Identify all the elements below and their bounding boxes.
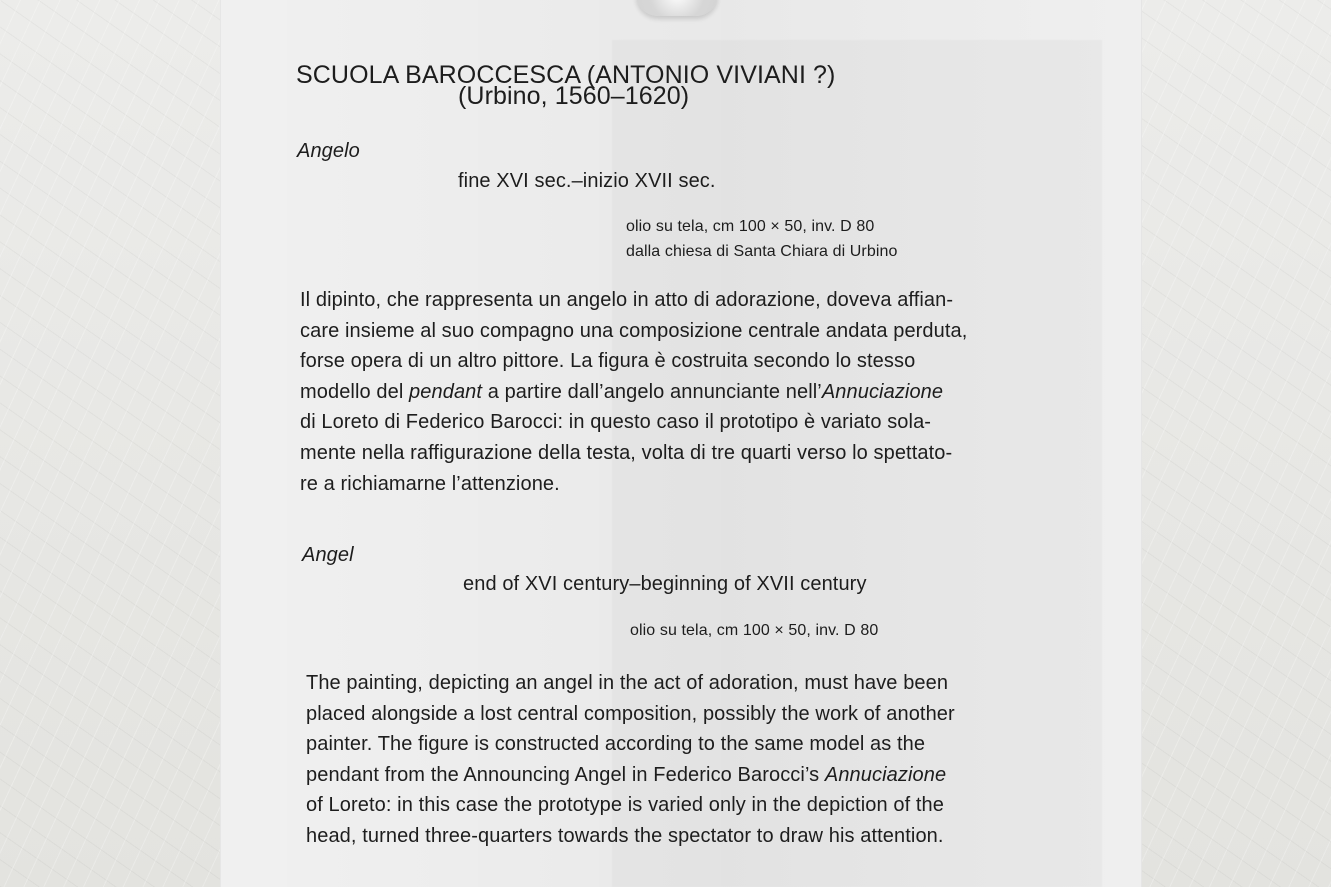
english-annuciazione-italic-text: Annuciazione: [824, 763, 947, 786]
english-description-line-6: head, turned three-quarters towards the spectator to draw his attention.: [306, 824, 944, 847]
english-description: [306, 668, 955, 852]
wall-mount-pin: [636, 0, 718, 16]
italian-description-line-6: mente nella raffigurazione della testa, volta di tre quarti verso lo spettato-: [300, 441, 953, 464]
italian-description-line-4-middle: a partire dall’angelo annunciante nell’: [482, 380, 822, 403]
english-medium: olio su tela, cm 100 × 50, inv. D 80: [630, 622, 879, 639]
italian-description-line-4: [300, 377, 967, 408]
english-description-line-1: The painting, depicting an angel in the act of adoration, must have been: [306, 672, 949, 694]
english-title: Angel: [302, 544, 354, 566]
italian-date: fine XVI sec.–inizio XVII sec.: [458, 170, 716, 192]
italian-description: [300, 285, 967, 499]
english-description-line-4: [306, 760, 955, 791]
english-date: end of XVI century–beginning of XVII century: [463, 573, 867, 595]
italian-description-line-7: re a richiamarne l’attenzione.: [300, 472, 560, 495]
italian-description-line-5: di Loreto di Federico Barocci: in questo caso il prototipo è variato sola-: [300, 411, 932, 434]
italian-description-line-1: Il dipinto, che rappresenta un angelo in atto di adorazione, doveva affian-: [300, 289, 954, 311]
artist-heading: SCUOLA BAROCCESCA (ANTONIO VIVIANI ?): [296, 60, 836, 89]
italian-medium: olio su tela, cm 100 × 50, inv. D 80: [626, 218, 875, 235]
english-description-line-4-start: pendant from the Announcing Angel in Federico Barocci’s: [306, 763, 825, 786]
italian-description-line-4-start: modello del: [300, 380, 410, 403]
pendant-italic-text: pendant: [409, 380, 483, 403]
english-description-line-2: placed alongside a lost central composition, possibly the work of another: [306, 702, 955, 725]
italian-provenance: dalla chiesa di Santa Chiara di Urbino: [626, 243, 898, 260]
artist-dates: (Urbino, 1560–1620): [458, 82, 690, 110]
italian-description-line-2: care insieme al suo compagno una composizione centrale andata perduta,: [300, 319, 968, 342]
english-description-line-3: painter. The figure is constructed according to the same model as the: [306, 733, 926, 756]
annuciazione-italic-text: Annuciazione: [821, 380, 944, 403]
english-description-line-5: of Loreto: in this case the prototype is varied only in the depiction of the: [306, 794, 944, 817]
italian-description-line-3: forse opera di un altro pittore. La figura è costruita secondo lo stesso: [300, 350, 916, 373]
italian-title: Angelo: [297, 140, 360, 162]
white-wall-left: [0, 0, 230, 887]
museum-label-placard: [220, 0, 1142, 887]
white-wall-right: [1126, 0, 1331, 887]
